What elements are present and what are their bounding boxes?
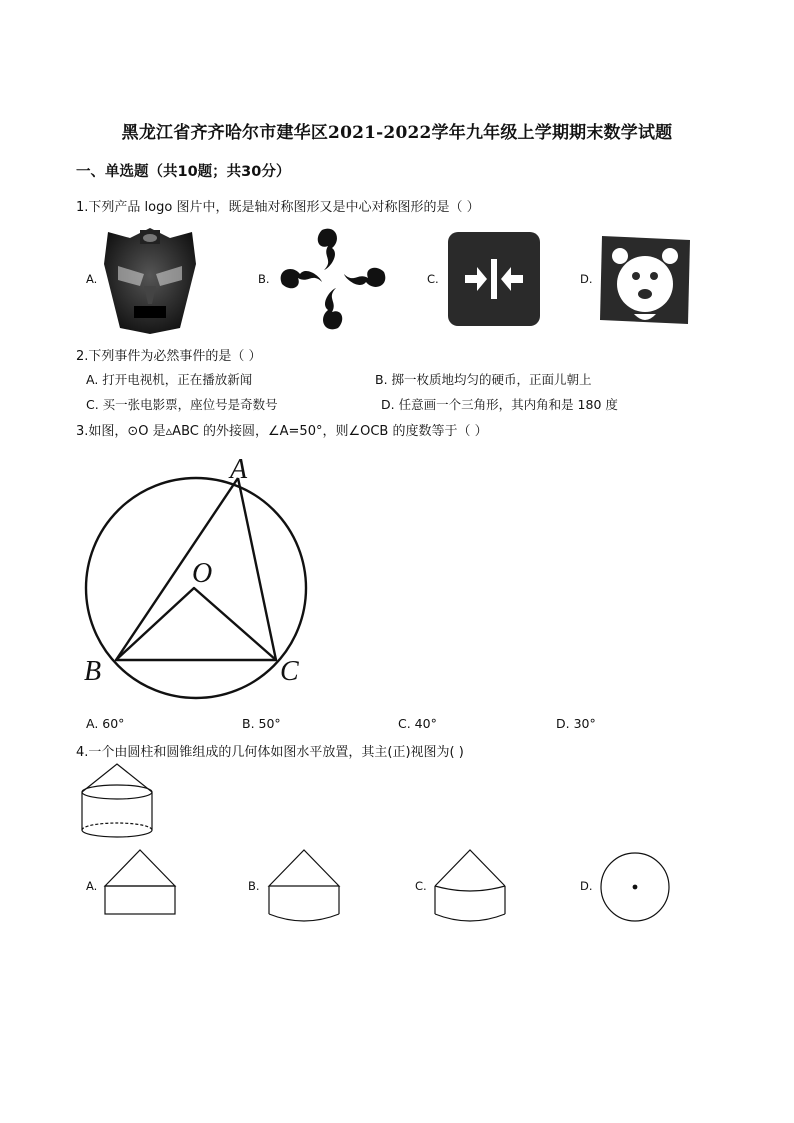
q3-option-d: D. 30° <box>556 716 596 731</box>
arrows-logo-image <box>447 231 541 327</box>
pinwheel-logo-image <box>278 226 388 332</box>
q2-option-b: B. 掷一枚质地均匀的硬币，正面儿朝上 <box>375 372 592 387</box>
point-label-b: B <box>84 656 102 687</box>
section-heading: 一、单选题（共10题；共30分） <box>76 164 291 180</box>
cone-cylinder-solid-figure <box>80 762 154 840</box>
q3-option-b: B. 50° <box>242 716 281 731</box>
q4-option-b-view <box>268 848 340 924</box>
q3-option-a: A. 60° <box>86 716 125 731</box>
q1-option-d-label: D. <box>580 272 593 286</box>
panda-logo-image <box>598 234 692 326</box>
q2-option-d: D. 任意画一个三角形，其内角和是 180 度 <box>381 397 618 412</box>
question-2-stem: 2.下列事件为必然事件的是（ ） <box>76 349 262 364</box>
q1-option-c-label: C. <box>427 272 439 286</box>
point-label-o: O <box>192 558 213 589</box>
q4-option-a-view <box>104 848 176 918</box>
page-title: 黑龙江省齐齐哈尔市建华区2021-2022学年九年级上学期期末数学试题 <box>121 123 673 143</box>
question-4-stem: 4.一个由圆柱和圆锥组成的几何体如图水平放置，其主(正)视图为( ) <box>76 745 464 760</box>
q2-option-a: A. 打开电视机，正在播放新闻 <box>86 372 253 387</box>
q2-option-c: C. 买一张电影票，座位号是奇数号 <box>86 397 278 412</box>
point-label-c: C <box>280 656 299 687</box>
question-3-stem: 3.如图，⊙O 是▵ABC 的外接圆，∠A=50°，则∠OCB 的度数等于（ ） <box>76 424 488 439</box>
question-1-stem: 1.下列产品 logo 图片中，既是轴对称图形又是中心对称图形的是（ ） <box>76 200 480 215</box>
q4-option-c-label: C. <box>415 879 427 893</box>
q1-option-a-label: A. <box>86 272 98 286</box>
q1-option-b-label: B. <box>258 272 270 286</box>
q4-option-d-view <box>598 850 672 924</box>
point-label-a: A <box>230 454 248 485</box>
q3-option-c: C. 40° <box>398 716 437 731</box>
circle-triangle-figure <box>70 450 330 700</box>
mask-logo-image <box>100 224 200 336</box>
q4-option-a-label: A. <box>86 879 98 893</box>
q4-option-b-label: B. <box>248 879 260 893</box>
q4-option-c-view <box>434 848 506 924</box>
q4-option-d-label: D. <box>580 879 593 893</box>
